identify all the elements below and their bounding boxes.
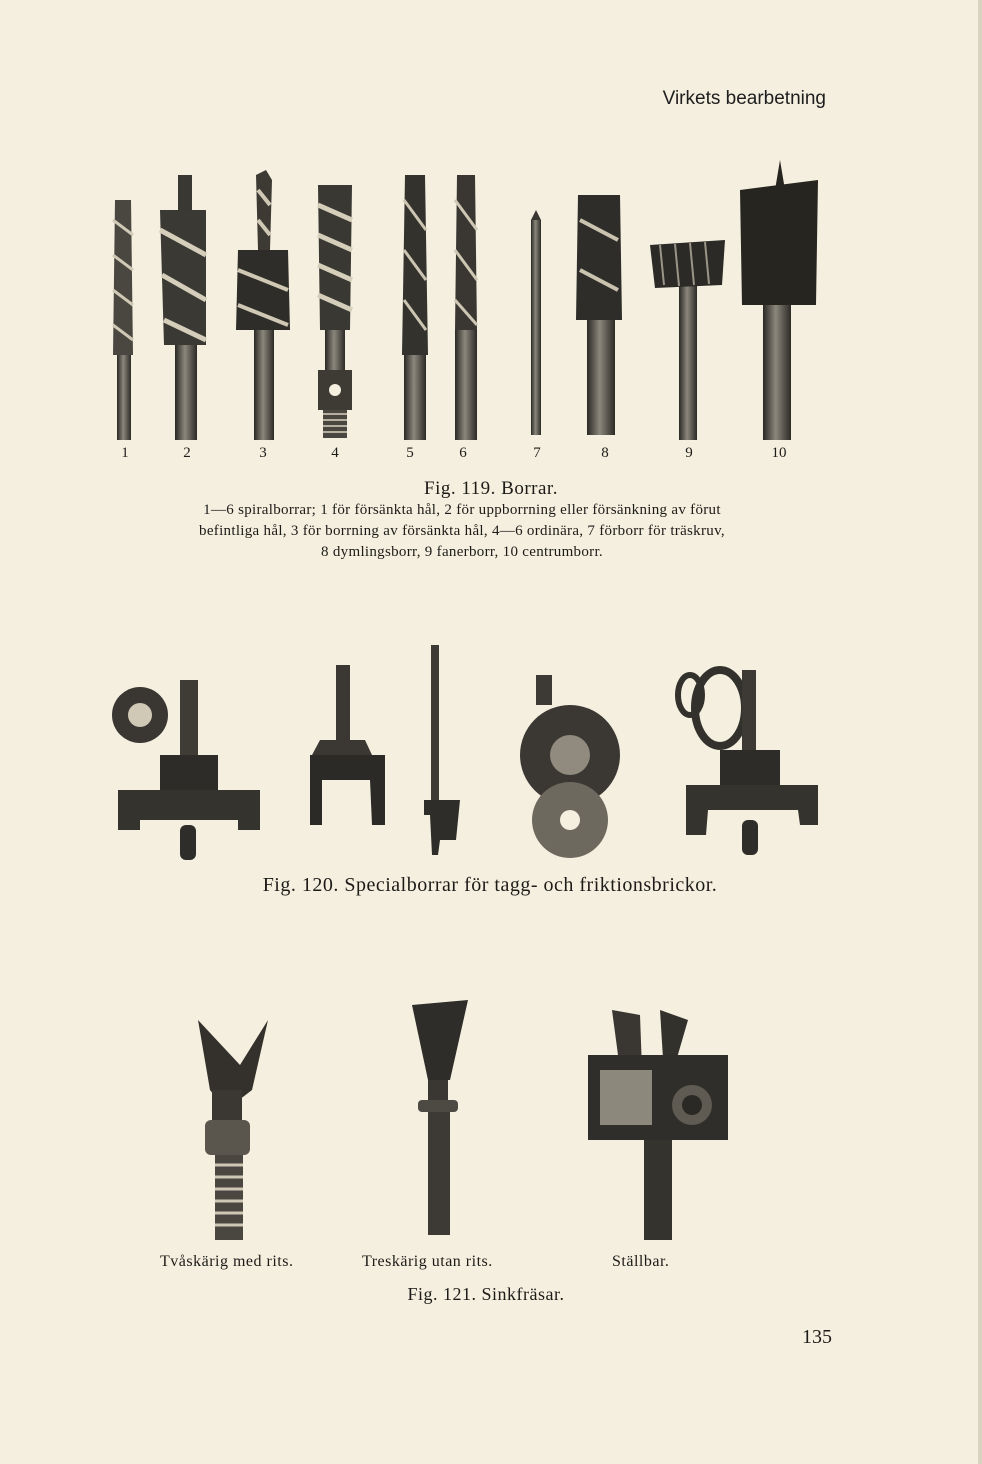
fig119-number-8: 8 (601, 445, 609, 461)
drill-9-icon (650, 240, 725, 440)
fig120-special-drills-illustration (0, 640, 982, 870)
special-drill-b-icon (310, 665, 385, 825)
special-drill-d-icon (520, 675, 620, 858)
fig119-number-7: 7 (533, 445, 541, 461)
fig121-label-two-flute: Tvåskärig med rits. (160, 1253, 294, 1270)
drill-2-icon (160, 175, 206, 440)
fig121-label-three-flute: Treskärig utan rits. (362, 1253, 493, 1270)
fig119-number-4: 4 (331, 445, 339, 461)
fig119-number-9: 9 (685, 445, 693, 461)
drill-5-icon (402, 175, 428, 440)
fig119-description-line-2: befintliga hål, 3 för borrning av försänkta hål, 4—6 ordinära, 7 förborr för träskruv, (199, 523, 725, 539)
running-head: Virkets bearbetning (662, 88, 826, 109)
drill-10-icon (740, 160, 818, 440)
drill-4-icon (318, 185, 352, 438)
drill-8-icon (576, 195, 622, 435)
fig119-description (88, 500, 836, 563)
three-flute-cutter-icon (412, 1000, 468, 1235)
special-drill-e-icon (678, 670, 818, 855)
special-drill-c-icon (424, 645, 460, 855)
drill-1-icon (113, 200, 133, 440)
fig119-description-line-3: 8 dymlingsborr, 9 fanerborr, 10 centrumborr. (321, 544, 603, 560)
fig119-drills-illustration (0, 160, 982, 445)
fig119-description-line-1: 1—6 spiralborrar; 1 för försänkta hål, 2 för uppborrning eller försänkning av förut (203, 502, 721, 518)
fig119-number-3: 3 (259, 445, 267, 461)
fig120-caption: Fig. 120. Specialborrar för tagg- och friktionsbrickor. (262, 874, 718, 896)
fig119-number-1: 1 (121, 445, 129, 461)
fig119-number-2: 2 (183, 445, 191, 461)
adjustable-cutter-icon (588, 1010, 728, 1240)
special-drill-a-icon (112, 680, 260, 860)
fig119-number-6: 6 (459, 445, 467, 461)
fig119-number-5: 5 (406, 445, 414, 461)
fig119-caption: Fig. 119. Borrar. (424, 478, 558, 499)
drill-7-icon (531, 210, 541, 435)
page-number: 135 (802, 1326, 832, 1348)
fig119-number-10: 10 (771, 445, 787, 461)
two-flute-cutter-icon (198, 1020, 268, 1240)
drill-6-icon (455, 175, 477, 440)
fig121-caption: Fig. 121. Sinkfräsar. (407, 1284, 565, 1304)
fig121-label-adjustable: Ställbar. (612, 1253, 670, 1270)
fig121-dovetail-cutters-illustration (0, 995, 982, 1250)
drill-3-icon (236, 170, 290, 440)
